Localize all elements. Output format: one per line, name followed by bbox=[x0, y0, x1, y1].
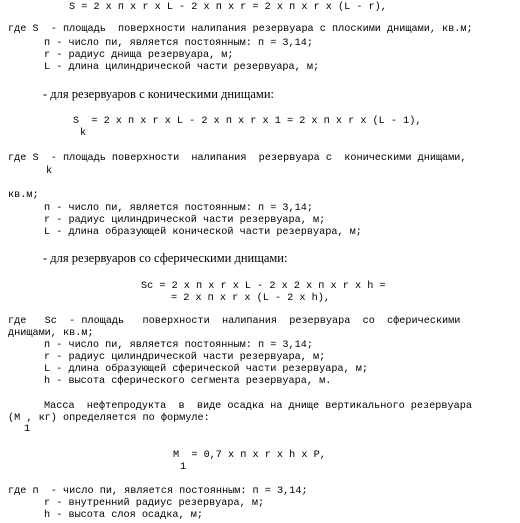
text-line-d9: L - длина образующей конической части резервуара, м; bbox=[44, 227, 362, 238]
text-line-f1: S = 2 х п х r х L - 2 х п х r = 2 х п х r х (L - r), bbox=[69, 2, 387, 13]
text-line-f4s: 1 bbox=[180, 462, 187, 473]
text-line-d17: h - высота слоя осадка, м; bbox=[44, 510, 203, 521]
text-line-d12: r - радиус цилиндрической части резервуара, м; bbox=[44, 352, 326, 363]
text-line-h1: - для резервуаров с коническими днищами: bbox=[43, 87, 274, 101]
text-line-d6: кв.м; bbox=[8, 190, 39, 201]
text-line-f3b: = 2 х п х r х (L - 2 х h), bbox=[171, 293, 330, 304]
text-line-p1b: (М , кг) определяется по формуле: bbox=[8, 413, 210, 424]
text-line-d11: п - число пи, является постоянным: п = 3,14; bbox=[44, 340, 313, 351]
text-line-p1: Масса нефтепродукта в виде осадка на днище вертикального резервуара bbox=[44, 401, 472, 412]
text-line-d16: r - внутренний радиус резервуара, м; bbox=[44, 498, 265, 509]
text-line-d10b: днищами, кв.м; bbox=[8, 328, 94, 339]
text-line-d1: где S - площадь поверхности налипания резервуара с плоскими днищами, кв.м; bbox=[8, 24, 473, 35]
text-line-d7: п - число пи, является постоянным: п = 3,14; bbox=[44, 203, 313, 214]
text-line-d8: r - радиус цилиндрической части резервуара, м; bbox=[44, 215, 326, 226]
text-line-d3: r - радиус днища резервуара, м; bbox=[44, 50, 234, 61]
text-line-p1s: 1 bbox=[24, 424, 31, 435]
text-line-d5: где S - площадь поверхности налипания резервуара с коническими днищами, bbox=[8, 153, 467, 164]
text-line-f4: М = 0,7 х п х r х h х P, bbox=[173, 450, 326, 461]
text-line-h2: - для резервуаров со сферическими днищами: bbox=[43, 251, 288, 265]
text-line-d5s: k bbox=[46, 166, 53, 177]
text-line-f2: S = 2 х п х r х L - 2 х п х r х 1 = 2 х п х r х (L - 1), bbox=[73, 116, 422, 127]
text-line-d13: L - длина образующей сферической части резервуара, м; bbox=[44, 364, 369, 375]
text-line-f3: Sс = 2 х п х r х L - 2 х 2 х п х r х h = bbox=[141, 281, 386, 292]
text-line-d15: где п - число пи, является постоянным: п = 3,14; bbox=[8, 486, 308, 497]
text-line-d4: L - длина цилиндрической части резервуара, м; bbox=[44, 62, 320, 73]
text-line-d14: h - высота сферического сегмента резервуара, м. bbox=[44, 376, 332, 387]
text-line-d2: п - число пи, является постоянным: п = 3,14; bbox=[44, 38, 313, 49]
text-line-d10: где Sс - площадь поверхности налипания резервуара со сферическими bbox=[8, 316, 461, 327]
text-line-f2s: k bbox=[80, 128, 87, 139]
